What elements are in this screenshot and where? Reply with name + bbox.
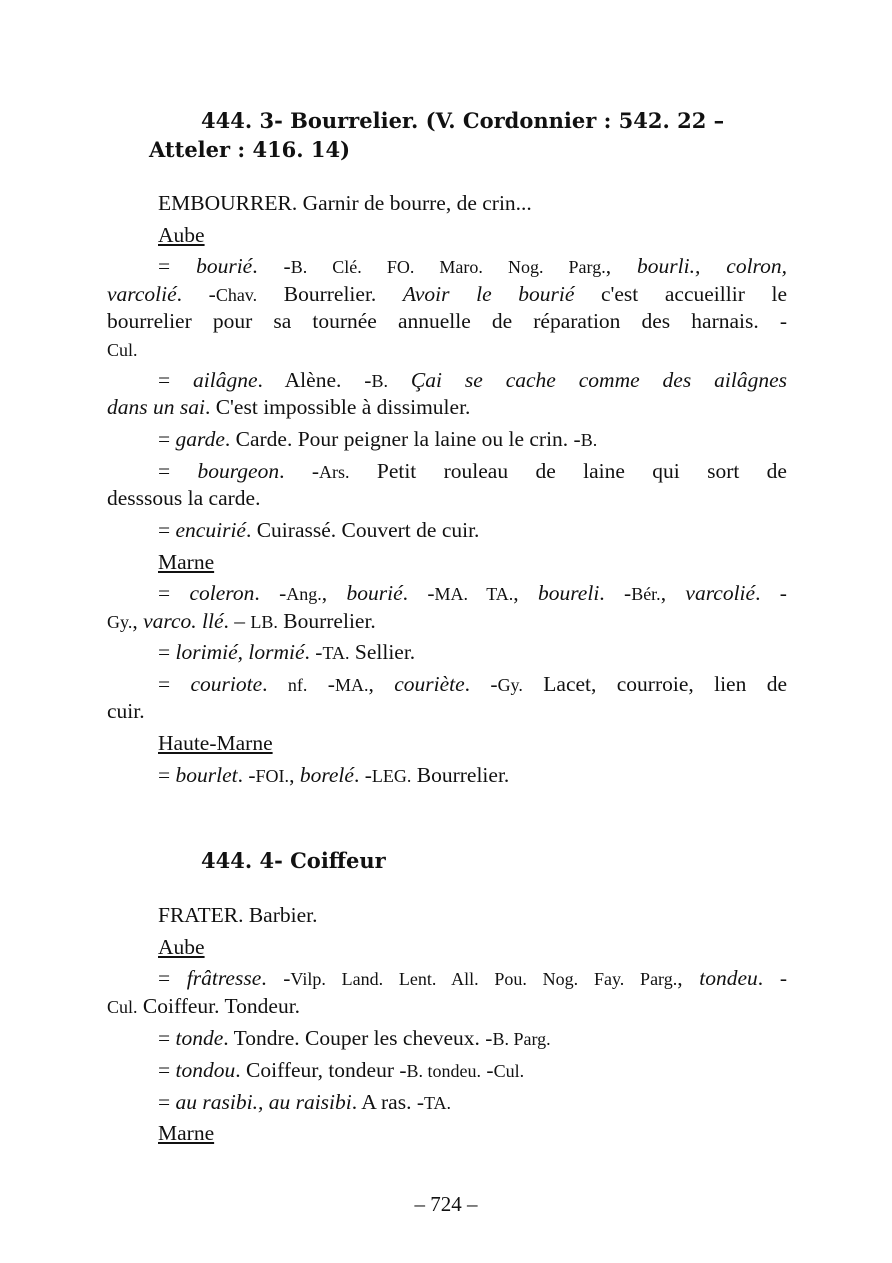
locality-abbrev: MA.: [334, 675, 369, 695]
headword: EMBOURRER: [158, 191, 292, 215]
dialect-word: bourli., colron,: [637, 254, 787, 278]
text: =: [158, 518, 176, 542]
locality-abbrev: Gy.: [497, 675, 523, 695]
region-label-aube: [107, 221, 787, 249]
headword: FRATER: [158, 903, 239, 927]
dialect-word: ailâgne: [193, 368, 258, 392]
dialect-word: au rasibi., au raisibi: [175, 1090, 352, 1114]
region-name: Aube: [158, 223, 205, 247]
dialect-word: lorimié, lormié: [175, 640, 305, 664]
text: ,: [132, 609, 144, 633]
locality-abbrev: Chav.: [215, 285, 258, 305]
entry-line: [107, 670, 787, 699]
dialect-word: encuirié: [175, 518, 246, 542]
locality-abbrev: B. Clé. FO. Maro. Nog. Parg.: [290, 257, 606, 277]
text: ,: [368, 672, 395, 696]
definition: . Barbier.: [238, 903, 318, 927]
dialect-word-end: e: [455, 672, 465, 696]
entry-line: [107, 1024, 787, 1053]
heading-line-2: Atteler : 416. 14): [149, 137, 351, 162]
locality-abbrev: B. tondeu.: [406, 1061, 482, 1081]
text: . -: [353, 763, 372, 787]
text: =: [158, 966, 187, 990]
entry-line: [107, 761, 787, 790]
entry-line: [107, 457, 787, 486]
text: . -: [757, 966, 787, 990]
text: =: [158, 459, 198, 483]
text: . Coiffeur, tondeur -: [235, 1058, 407, 1082]
text: . C'est impossible à dissimuler.: [204, 395, 471, 419]
entry-line: [107, 280, 787, 309]
text: Bourrelier.: [411, 763, 510, 787]
locality-abbrev: TA.: [424, 1093, 452, 1113]
text: ,: [605, 254, 638, 278]
dialect-word: courièt: [394, 672, 456, 696]
text: . -: [261, 966, 291, 990]
dialect-word: borelé: [299, 763, 354, 787]
entry-line: [107, 484, 787, 512]
text: Petit rouleau de laine qui sort de: [349, 459, 787, 483]
text: ,: [513, 581, 538, 605]
locality-abbrev: Ang.: [286, 584, 322, 604]
locality-abbrev: Cul.: [107, 997, 138, 1017]
text: =: [158, 254, 197, 278]
heading-line-1: 444. 3- Bourrelier. (V. Cordonnier : 542. 22 –: [201, 108, 725, 133]
text: ,: [677, 966, 700, 990]
text: . -: [279, 459, 319, 483]
text: .: [262, 672, 288, 696]
text: . -: [599, 581, 632, 605]
text: . Tondre. Couper les cheveux. -: [223, 1026, 493, 1050]
text: . Carde. Pour peigner la laine ou le crin. -: [224, 427, 581, 451]
dialect-word: frâtresse: [186, 966, 262, 990]
text: . -: [464, 672, 498, 696]
region-label-aube: [107, 933, 787, 961]
dialect-word: varco. llé: [143, 609, 224, 633]
text: . -: [304, 640, 323, 664]
locality-abbrev: B.: [580, 430, 598, 450]
text: c'est accueillir le: [574, 282, 787, 306]
text: =: [158, 763, 176, 787]
entry-line: [107, 1056, 787, 1085]
entry-line: [107, 579, 787, 608]
dialect-word: tondou: [175, 1058, 236, 1082]
entry-line: [107, 393, 787, 421]
dialect-phrase: Çai se cache comme des ailâgnes: [410, 368, 787, 392]
dialect-word: garde: [175, 427, 225, 451]
text: Coiffeur. Tondeur.: [137, 994, 301, 1018]
text: =: [158, 1090, 176, 1114]
text: Bourrelier.: [277, 609, 376, 633]
region-label-haute-marne: [107, 729, 787, 757]
locality-abbrev: Bér.: [631, 584, 661, 604]
dialect-word: tondeu: [699, 966, 758, 990]
locality-abbrev: FOI.: [255, 766, 290, 786]
region-label-marne: [107, 548, 787, 576]
grammar-abbrev: nf.: [287, 675, 308, 695]
heading-line-1: 444. 4- Coiffeur: [201, 848, 386, 873]
text: =: [158, 640, 176, 664]
entry-line: [107, 964, 787, 993]
text: . -: [254, 581, 287, 605]
text: ,: [321, 581, 347, 605]
entry-line: [107, 516, 787, 544]
entry-line: [107, 366, 787, 395]
dialect-word: bourgeon: [197, 459, 280, 483]
locality-abbrev: Cul.: [107, 340, 138, 360]
text: . -: [402, 581, 435, 605]
dialect-word: bourié: [346, 581, 403, 605]
locality-abbrev: LEG.: [371, 766, 412, 786]
text: . -: [237, 763, 256, 787]
text: =: [158, 1026, 176, 1050]
text: cuir.: [107, 699, 145, 723]
region-name: Marne: [158, 550, 215, 574]
text: =: [158, 368, 194, 392]
entry-line: [107, 252, 787, 281]
text: -: [307, 672, 335, 696]
text: =: [158, 581, 190, 605]
dialect-word: boureli: [537, 581, 600, 605]
locality-abbrev: Cul.: [493, 1061, 525, 1081]
region-name: Haute-Marne: [158, 731, 273, 755]
locality-abbrev: Ars.: [319, 462, 350, 482]
region-name: Marne: [158, 1121, 215, 1145]
dialect-word: tonde: [175, 1026, 224, 1050]
text: ,: [660, 581, 686, 605]
page-number: – 724 –: [414, 1192, 478, 1216]
dialect-word: coleron: [189, 581, 255, 605]
definition: . Garnir de bourre, de crin...: [291, 191, 532, 215]
entry-line: [107, 607, 787, 636]
dialect-phrase: dans un sai: [107, 395, 205, 419]
text: . Alène. -: [257, 368, 372, 392]
dialect-word: bourié: [196, 254, 253, 278]
locality-abbrev: LB.: [250, 612, 278, 632]
entry-line: [107, 307, 787, 335]
text: =: [158, 1058, 176, 1082]
text: -: [481, 1058, 494, 1082]
text: Bourrelier.: [257, 282, 403, 306]
text: bourrelier pour sa tournée annuelle de réparation des harnais. -: [107, 309, 787, 333]
locality-abbrev: TA.: [322, 643, 350, 663]
locality-abbrev: Vilp. Land. Lent. All. Pou. Nog. Fay. Parg.: [290, 969, 678, 989]
dialect-word: varcolié: [685, 581, 756, 605]
entry-line: [107, 697, 787, 725]
locality-abbrev: B. Parg.: [492, 1029, 551, 1049]
entry-line: [107, 1088, 787, 1117]
entry-line: [107, 425, 787, 454]
text: . –: [223, 609, 251, 633]
entry-line: [107, 992, 787, 1021]
text: . Cuirassé. Couvert de cuir.: [245, 518, 480, 542]
text: =: [158, 427, 176, 451]
region-label-marne: [107, 1119, 787, 1147]
text: . -: [176, 282, 216, 306]
locality-abbrev: B.: [371, 371, 388, 391]
text: =: [158, 672, 191, 696]
locality-abbrev: Gy.: [107, 612, 133, 632]
text: ,: [289, 763, 300, 787]
entry-embourrer: [107, 189, 787, 217]
text: . A ras. -: [351, 1090, 424, 1114]
entry-frater: [107, 901, 787, 929]
text: desssous la carde.: [107, 486, 261, 510]
dialect-word: couriote: [190, 672, 263, 696]
region-name: Aube: [158, 935, 205, 959]
text: Lacet, courroie, lien de: [522, 672, 788, 696]
text: . -: [755, 581, 787, 605]
dialect-phrase: Avoir le bourié: [402, 282, 575, 306]
locality-abbrev: MA. TA.: [434, 584, 514, 604]
entry-line: [107, 638, 787, 667]
text: [388, 368, 411, 392]
dialect-word: varcolié: [107, 282, 177, 306]
entry-line: [107, 335, 787, 364]
text: Sellier.: [349, 640, 416, 664]
text: . -: [252, 254, 291, 278]
dialect-word: bourlet: [175, 763, 238, 787]
